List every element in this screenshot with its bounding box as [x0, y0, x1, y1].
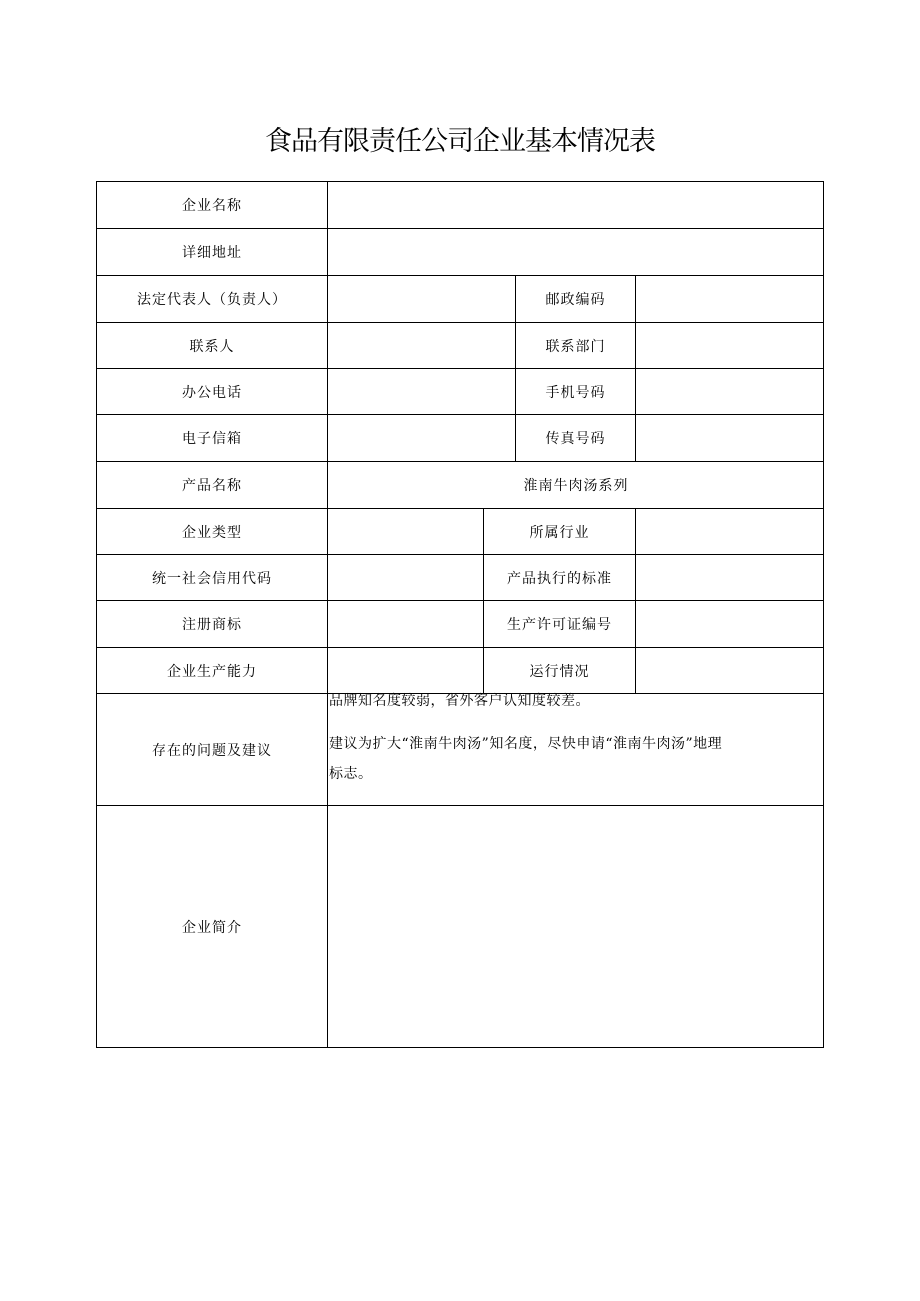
credit-code-field[interactable]: [328, 555, 483, 600]
company-type-field[interactable]: [328, 509, 483, 554]
address-field[interactable]: [328, 229, 824, 275]
label-product-name: 产品名称: [182, 478, 242, 494]
trademark-field[interactable]: [328, 601, 483, 647]
label-trademark: 注册商标: [182, 617, 242, 633]
office-phone-field[interactable]: [328, 369, 515, 414]
product-standard-field[interactable]: [636, 555, 824, 600]
problems-text: [329, 691, 809, 791]
problems-line: 建议为扩大“淮南牛肉汤”知名度，尽快申请“淮南牛肉汤”地理: [329, 736, 723, 752]
company-info-table: [96, 181, 824, 1048]
email-field[interactable]: [328, 415, 515, 461]
label-operation-status: 运行情况: [529, 663, 590, 680]
label-profile: 企业简介: [182, 919, 242, 936]
industry-field[interactable]: [636, 509, 824, 554]
fax-field[interactable]: [636, 415, 824, 461]
label-company-type: 企业类型: [182, 524, 242, 541]
label-license-no: 生产许可证编号: [507, 617, 612, 633]
problems-line: 标志。: [329, 766, 373, 782]
label-contact-dept: 联系部门: [545, 338, 606, 355]
label-industry: 所属行业: [529, 524, 590, 541]
contact-dept-field[interactable]: [636, 323, 824, 368]
label-legal-rep: 法定代表人（负责人）: [137, 292, 287, 308]
postal-code-field[interactable]: [636, 276, 824, 322]
label-company-name: 企业名称: [182, 198, 242, 214]
contact-person-field[interactable]: [328, 323, 515, 368]
label-capacity: 企业生产能力: [167, 663, 257, 680]
problems-line: 品牌知名度较弱，省外客户认知度较差。: [329, 693, 590, 709]
label-email: 电子信箱: [182, 431, 242, 447]
capacity-field[interactable]: [328, 648, 483, 693]
label-mobile: 手机号码: [545, 384, 606, 401]
label-contact-person: 联系人: [189, 338, 235, 355]
label-fax: 传真号码: [545, 431, 606, 447]
license-no-field[interactable]: [636, 601, 824, 647]
label-credit-code: 统一社会信用代码: [152, 570, 272, 587]
company-name-field[interactable]: [328, 182, 824, 228]
label-postal-code: 邮政编码: [545, 292, 606, 308]
label-problems: 存在的问题及建议: [152, 742, 272, 759]
label-address: 详细地址: [182, 245, 242, 261]
label-office-phone: 办公电话: [182, 384, 242, 401]
page-title: 食品有限责任公司企业基本情况表: [265, 126, 655, 157]
product-name-value: 淮南牛肉汤系列: [523, 478, 629, 494]
mobile-field[interactable]: [636, 369, 824, 414]
operation-status-field[interactable]: [636, 648, 824, 693]
label-product-standard: 产品执行的标准: [507, 570, 612, 587]
legal-rep-field[interactable]: [328, 276, 515, 322]
profile-field[interactable]: [328, 806, 824, 1047]
